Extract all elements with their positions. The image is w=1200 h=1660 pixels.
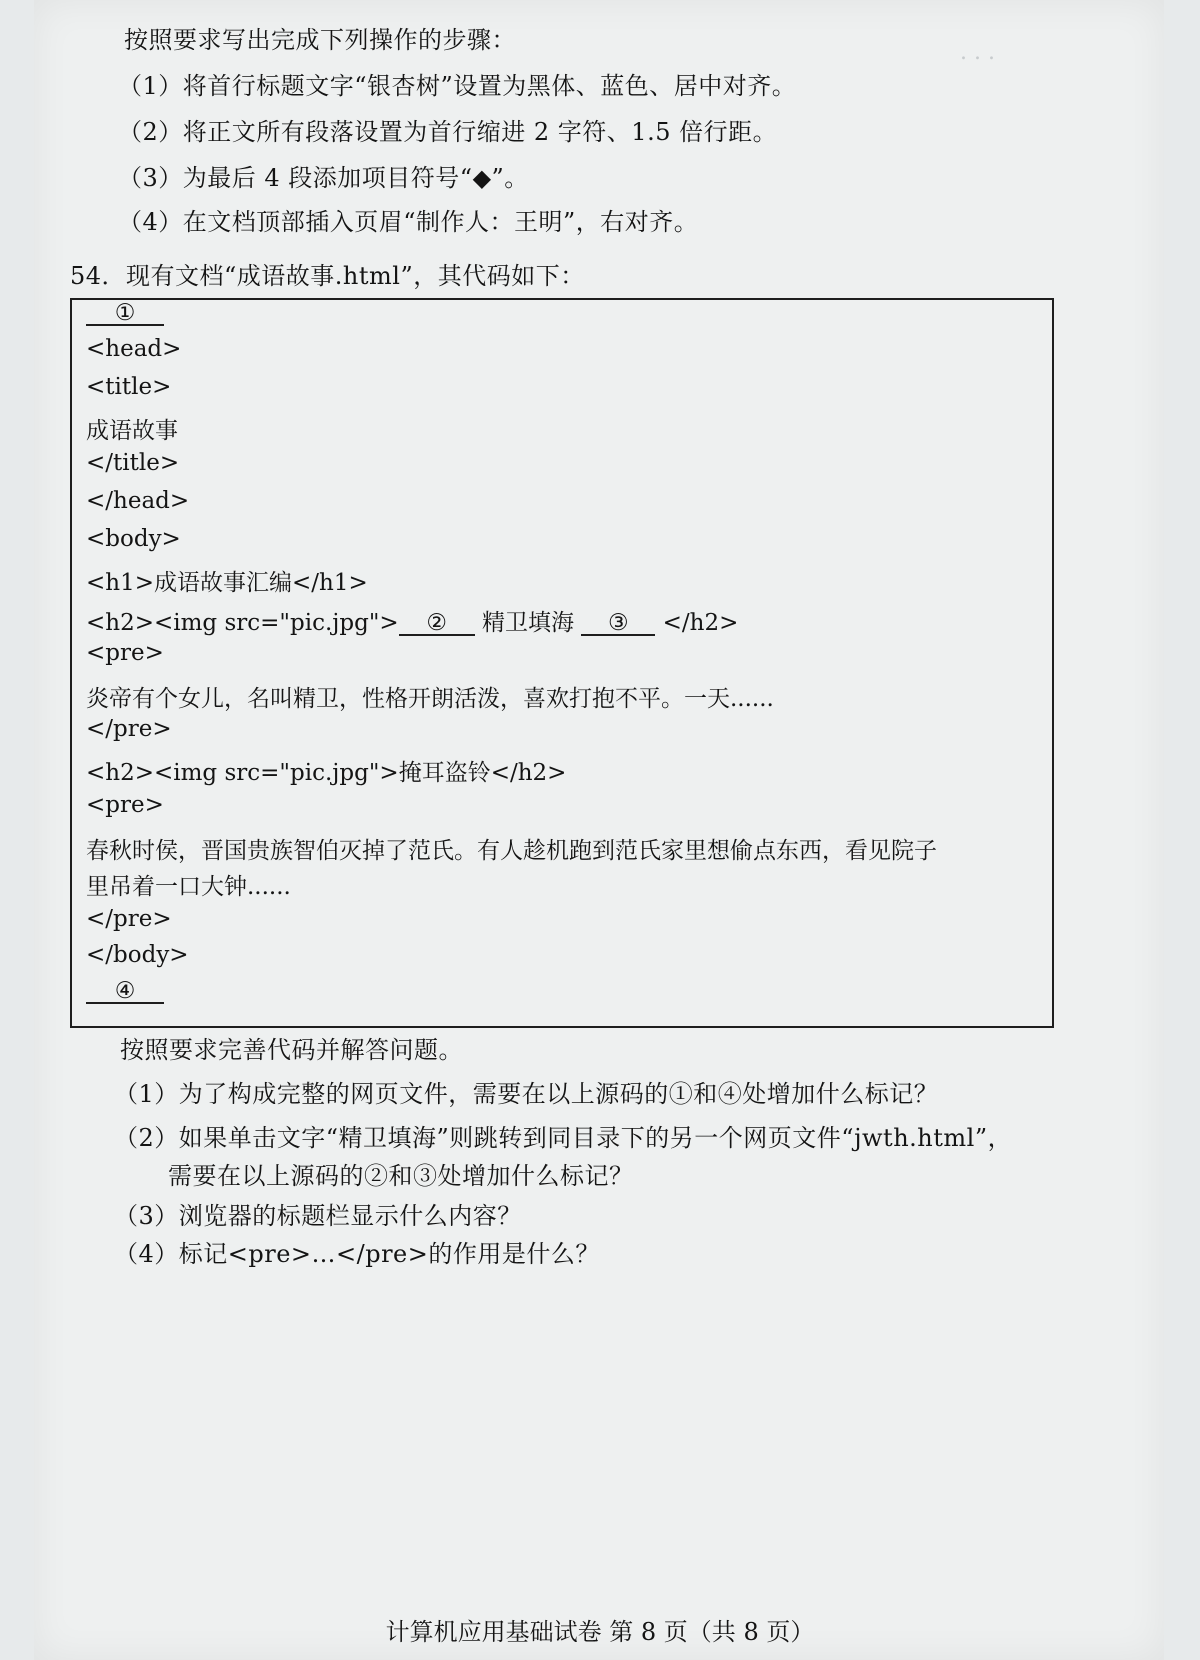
blank-3: ③ <box>581 612 655 636</box>
code-pre1-close: </pre> <box>86 716 172 742</box>
step-3: （3）为最后 4 段添加项目符号“◆”。 <box>118 164 529 192</box>
code-h2-yaner: <h2><img src="pic.jpg">掩耳盗铃</h2> <box>86 760 567 786</box>
code-h2a-suffix: </h2> <box>662 610 739 636</box>
steps-intro: 按照要求写出完成下列操作的步骤： <box>124 26 516 54</box>
bleed-through-ghost: . . . <box>960 40 995 65</box>
page-footer: 计算机应用基础试卷 第 8 页（共 8 页） <box>385 1618 815 1646</box>
code-blank-4-line <box>86 978 164 1004</box>
step-1: （1）将首行标题文字“银杏树”设置为黑体、蓝色、居中对齐。 <box>118 72 797 100</box>
code-head-open: <head> <box>86 336 182 362</box>
question-54-title: 54．现有文档“成语故事.html”，其代码如下： <box>70 262 585 290</box>
question-54-sub-2-cont: 需要在以上源码的②和③处增加什么标记？ <box>168 1162 634 1190</box>
code-pre2-text-2: 里吊着一口大钟...... <box>86 874 291 900</box>
code-pre2-close: </pre> <box>86 906 172 932</box>
code-title-text: 成语故事 <box>86 418 178 444</box>
code-body-close: </body> <box>86 942 189 968</box>
code-pre1-text: 炎帝有个女儿，名叫精卫，性格开朗活泼，喜欢打抱不平。一天...... <box>86 686 774 712</box>
question-54-instruction: 按照要求完善代码并解答问题。 <box>120 1036 463 1064</box>
question-54-sub-1: （1）为了构成完整的网页文件，需要在以上源码的①和④处增加什么标记？ <box>114 1080 939 1108</box>
question-54-sub-2: （2）如果单击文字“精卫填海”则跳转到同目录下的另一个网页文件“jwth.html”， <box>114 1124 1013 1152</box>
question-54-sub-4: （4）标记<pre>…</pre>的作用是什么？ <box>114 1240 600 1268</box>
code-h1: <h1>成语故事汇编</h1> <box>86 570 368 596</box>
code-blank-1-line <box>86 300 164 326</box>
step-2: （2）将正文所有段落设置为首行缩进 2 字符、1.5 倍行距。 <box>118 118 778 146</box>
step-4: （4）在文档顶部插入页眉“制作人：王明”，右对齐。 <box>118 208 699 236</box>
code-listing-box <box>70 298 1054 1028</box>
blank-4: ④ <box>86 980 164 1004</box>
code-body-open: <body> <box>86 526 181 552</box>
blank-1: ① <box>86 302 164 326</box>
code-head-close: </head> <box>86 488 190 514</box>
code-h2a-prefix: <h2><img src="pic.jpg"> <box>86 610 399 636</box>
code-title-close: </title> <box>86 450 180 476</box>
code-title-open: <title> <box>86 374 172 400</box>
code-pre2-open: <pre> <box>86 792 164 818</box>
code-pre1-open: <pre> <box>86 640 164 666</box>
code-pre2-text-1: 春秋时侯，晋国贵族智伯灭掉了范氏。有人趁机跑到范氏家里想偷点东西，看见院子 <box>86 838 937 864</box>
code-h2-jingwei <box>86 604 738 637</box>
blank-2: ② <box>399 612 475 636</box>
question-54-sub-3: （3）浏览器的标题栏显示什么内容？ <box>114 1202 522 1230</box>
code-h2a-text: 精卫填海 <box>482 610 575 636</box>
